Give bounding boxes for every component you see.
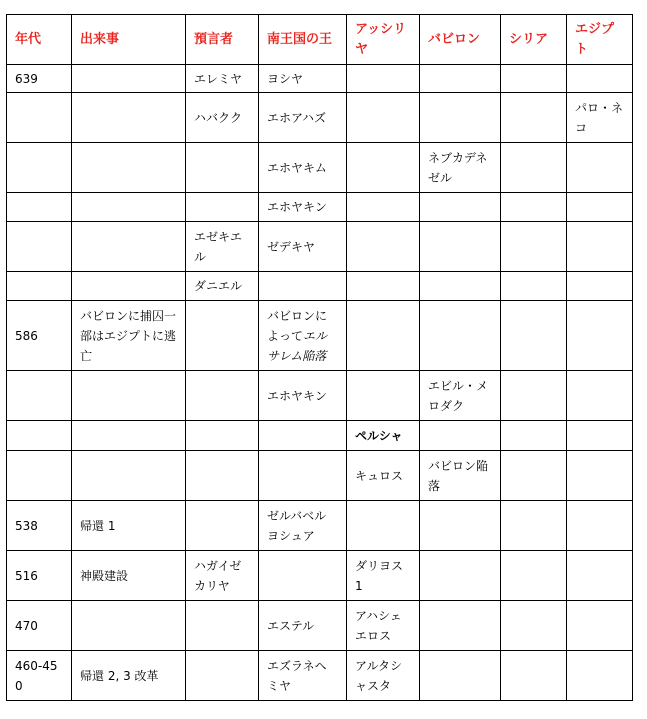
cell-assyria bbox=[347, 501, 420, 551]
cell-prophet bbox=[186, 301, 259, 371]
cell-event bbox=[72, 143, 186, 193]
table-row bbox=[7, 551, 633, 601]
header-assyria: アッシリヤ bbox=[347, 15, 420, 65]
cell-southern-king: エホヤキン bbox=[259, 193, 347, 222]
cell-syria bbox=[501, 501, 567, 551]
cell-syria bbox=[501, 371, 567, 421]
table-row bbox=[7, 501, 633, 551]
cell-syria bbox=[501, 65, 567, 93]
cell-assyria bbox=[347, 193, 420, 222]
cell-southern-king bbox=[259, 551, 347, 601]
cell-babylon bbox=[420, 93, 501, 143]
cell-southern-king: ゼルバベルヨシュア bbox=[259, 501, 347, 551]
cell-event bbox=[72, 222, 186, 272]
cell-southern-king: エホヤキン bbox=[259, 371, 347, 421]
cell-babylon bbox=[420, 272, 501, 301]
cell-egypt: パロ・ネコ bbox=[567, 93, 633, 143]
cell-prophet bbox=[186, 143, 259, 193]
cell-syria bbox=[501, 651, 567, 701]
cell-babylon bbox=[420, 193, 501, 222]
cell-southern-king: エズラネヘミヤ bbox=[259, 651, 347, 701]
fall-text: バビロンによって bbox=[267, 308, 328, 343]
cell-southern-king: ヨシヤ bbox=[259, 65, 347, 93]
cell-babylon: エビル・メロダク bbox=[420, 371, 501, 421]
cell-southern-king: エホアハズ bbox=[259, 93, 347, 143]
cell-assyria bbox=[347, 65, 420, 93]
cell-event bbox=[72, 451, 186, 501]
cell-event bbox=[72, 193, 186, 222]
header-event: 出来事 bbox=[72, 15, 186, 65]
cell-syria bbox=[501, 451, 567, 501]
cell-prophet bbox=[186, 421, 259, 451]
cell-egypt bbox=[567, 651, 633, 701]
cell-assyria: ダリヨス 1 bbox=[347, 551, 420, 601]
header-year: 年代 bbox=[7, 15, 72, 65]
table-row bbox=[7, 143, 633, 193]
cell-southern-king bbox=[259, 451, 347, 501]
cell-year: 639 bbox=[7, 65, 72, 93]
cell-syria bbox=[501, 193, 567, 222]
cell-year: 460-450 bbox=[7, 651, 72, 701]
table-row bbox=[7, 371, 633, 421]
cell-southern-king: エステル bbox=[259, 601, 347, 651]
cell-event bbox=[72, 65, 186, 93]
cell-assyria: ペルシャ bbox=[347, 421, 420, 451]
cell-southern-king bbox=[259, 301, 347, 371]
cell-assyria: アハシェエロス bbox=[347, 601, 420, 651]
cell-assyria: キュロス bbox=[347, 451, 420, 501]
header-row bbox=[7, 15, 633, 65]
table-row bbox=[7, 193, 633, 222]
cell-year: 538 bbox=[7, 501, 72, 551]
cell-assyria bbox=[347, 143, 420, 193]
cell-prophet bbox=[186, 651, 259, 701]
cell-assyria bbox=[347, 272, 420, 301]
cell-egypt bbox=[567, 301, 633, 371]
cell-egypt bbox=[567, 551, 633, 601]
cell-prophet: ハガイゼカリヤ bbox=[186, 551, 259, 601]
table-row bbox=[7, 272, 633, 301]
cell-event bbox=[72, 421, 186, 451]
header-southern-king: 南王国の王 bbox=[259, 15, 347, 65]
cell-syria bbox=[501, 421, 567, 451]
header-syria: シリア bbox=[501, 15, 567, 65]
cell-assyria bbox=[347, 371, 420, 421]
cell-year bbox=[7, 421, 72, 451]
cell-babylon bbox=[420, 301, 501, 371]
table-row bbox=[7, 451, 633, 501]
cell-syria bbox=[501, 551, 567, 601]
cell-egypt bbox=[567, 501, 633, 551]
cell-egypt bbox=[567, 272, 633, 301]
header-prophet: 預言者 bbox=[186, 15, 259, 65]
cell-year bbox=[7, 371, 72, 421]
cell-prophet bbox=[186, 193, 259, 222]
cell-babylon bbox=[420, 421, 501, 451]
cell-egypt bbox=[567, 193, 633, 222]
cell-egypt bbox=[567, 143, 633, 193]
cell-prophet bbox=[186, 371, 259, 421]
cell-syria bbox=[501, 222, 567, 272]
cell-babylon bbox=[420, 501, 501, 551]
cell-egypt bbox=[567, 222, 633, 272]
header-egypt: エジプト bbox=[567, 15, 633, 65]
cell-syria bbox=[501, 301, 567, 371]
cell-year bbox=[7, 222, 72, 272]
table-row bbox=[7, 65, 633, 93]
cell-assyria: アルタシャスタ bbox=[347, 651, 420, 701]
cell-syria bbox=[501, 272, 567, 301]
cell-babylon bbox=[420, 651, 501, 701]
cell-year bbox=[7, 451, 72, 501]
cell-syria bbox=[501, 143, 567, 193]
cell-event: 帰還 2, 3 改革 bbox=[72, 651, 186, 701]
cell-year bbox=[7, 272, 72, 301]
cell-year bbox=[7, 143, 72, 193]
cell-southern-king bbox=[259, 421, 347, 451]
cell-egypt bbox=[567, 421, 633, 451]
cell-event bbox=[72, 93, 186, 143]
cell-egypt bbox=[567, 451, 633, 501]
cell-syria bbox=[501, 601, 567, 651]
cell-babylon: ネブカデネゼル bbox=[420, 143, 501, 193]
table-row bbox=[7, 301, 633, 371]
cell-egypt bbox=[567, 65, 633, 93]
table-row bbox=[7, 421, 633, 451]
cell-assyria bbox=[347, 301, 420, 371]
cell-year bbox=[7, 93, 72, 143]
cell-prophet: エレミヤ bbox=[186, 65, 259, 93]
cell-southern-king: エホヤキム bbox=[259, 143, 347, 193]
cell-prophet: エゼキエル bbox=[186, 222, 259, 272]
cell-syria bbox=[501, 93, 567, 143]
header-babylon: バビロン bbox=[420, 15, 501, 65]
cell-year: 586 bbox=[7, 301, 72, 371]
cell-babylon bbox=[420, 65, 501, 93]
cell-egypt bbox=[567, 371, 633, 421]
cell-event bbox=[72, 371, 186, 421]
cell-babylon bbox=[420, 601, 501, 651]
cell-egypt bbox=[567, 601, 633, 651]
cell-event: バビロンに捕囚一部はエジプトに逃亡 bbox=[72, 301, 186, 371]
chronology-table bbox=[6, 14, 633, 701]
cell-event: 神殿建設 bbox=[72, 551, 186, 601]
fall-text-italic: エルサレム陥落 bbox=[267, 328, 328, 363]
cell-assyria bbox=[347, 93, 420, 143]
cell-year: 516 bbox=[7, 551, 72, 601]
cell-prophet: ハバクク bbox=[186, 93, 259, 143]
cell-prophet bbox=[186, 501, 259, 551]
cell-babylon bbox=[420, 551, 501, 601]
cell-prophet: ダニエル bbox=[186, 272, 259, 301]
cell-southern-king bbox=[259, 272, 347, 301]
cell-event: 帰還 1 bbox=[72, 501, 186, 551]
cell-event bbox=[72, 601, 186, 651]
cell-year bbox=[7, 193, 72, 222]
cell-southern-king: ゼデキヤ bbox=[259, 222, 347, 272]
cell-prophet bbox=[186, 601, 259, 651]
cell-event bbox=[72, 272, 186, 301]
table-row bbox=[7, 651, 633, 701]
table-row bbox=[7, 93, 633, 143]
table-row bbox=[7, 222, 633, 272]
cell-assyria bbox=[347, 222, 420, 272]
cell-year: 470 bbox=[7, 601, 72, 651]
cell-babylon bbox=[420, 222, 501, 272]
cell-prophet bbox=[186, 451, 259, 501]
table-row bbox=[7, 601, 633, 651]
cell-babylon: バビロン陥落 bbox=[420, 451, 501, 501]
